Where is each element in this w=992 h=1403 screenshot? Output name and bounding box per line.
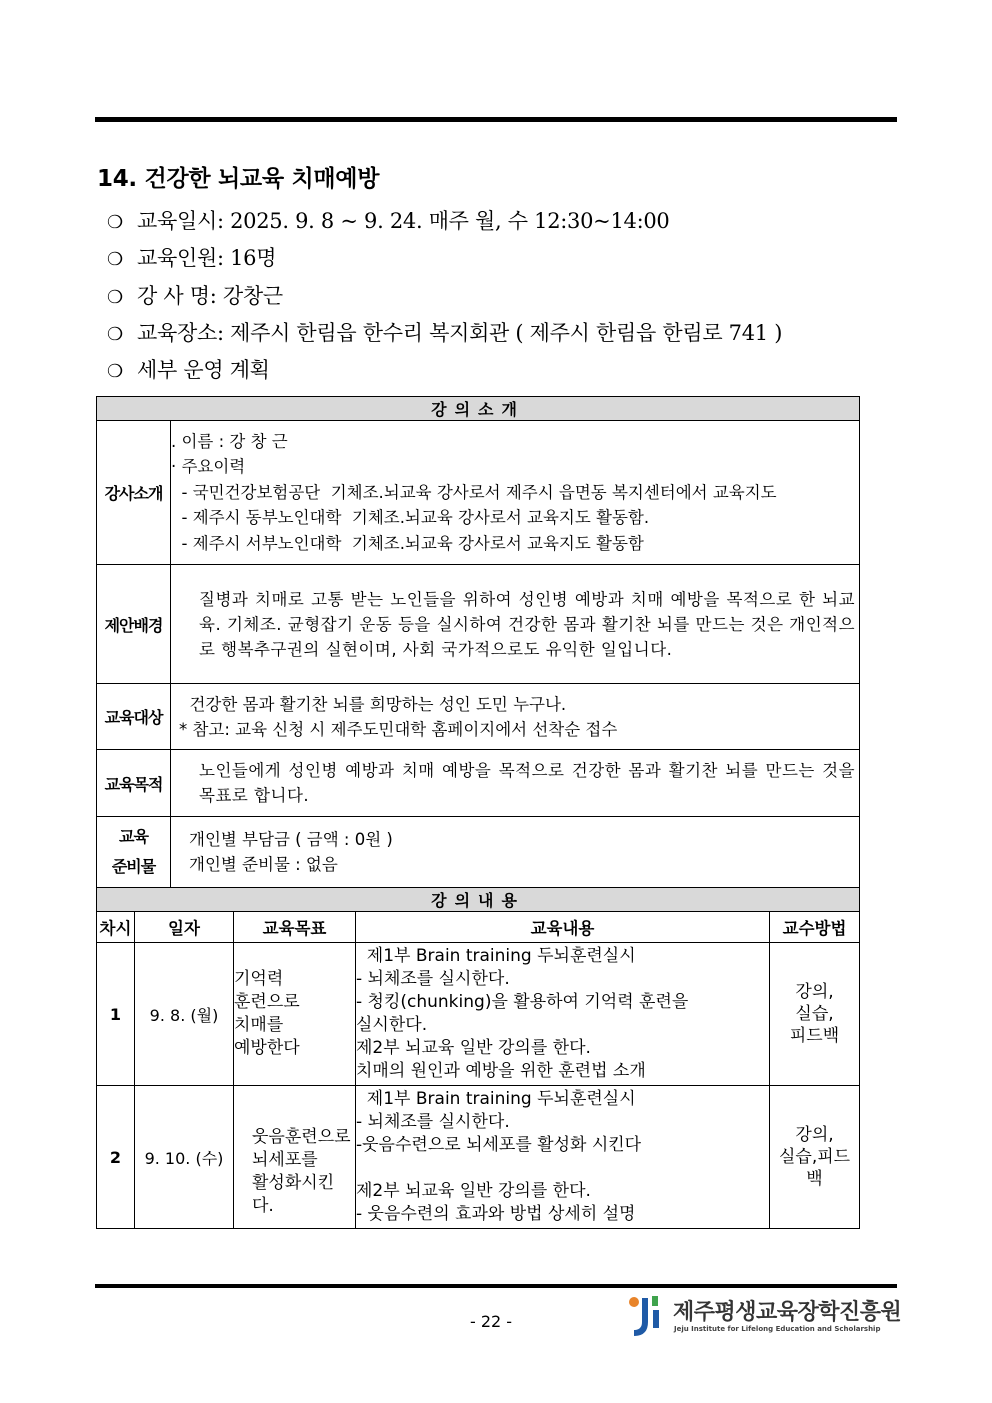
bullet-plan: ❍ 세부 운영 계획 — [107, 358, 270, 382]
session-method: 강의, 실습, 피드백 — [770, 943, 860, 1086]
content-header-row — [97, 888, 860, 912]
circle-bullet-icon: ❍ — [107, 324, 123, 345]
institute-logo-icon — [626, 1292, 676, 1342]
circle-bullet-icon: ❍ — [107, 361, 123, 382]
session-content: 제1부 Brain training 두뇌훈련실시 - 뇌체조를 실시한다. - 청킹(chunking)을 활용하여 기억력 훈련을 실시한다. 제2부 뇌교육 일반 강의를 한다. 치매의 원인과 예방을 위한 훈련법 소개 — [356, 943, 770, 1086]
target-text: 건강한 몸과 활기찬 뇌를 희망하는 성인 도민 누구나. * 참고: 교육 신청 시 제주도민대학 홈페이지에서 선착순 접수 — [171, 684, 860, 750]
intro-row-instructor — [97, 421, 860, 565]
instructor-info: . 이름 : 강 창 근 · 주요이력 - 국민건강보험공단 기체조.뇌교육 강사로서 제주시 읍면동 복지센터에서 교육지도 - 제주시 동부노인대학 기체조.뇌교육 강사로서 교육지도 활동함. - 제주시 서부노인대학 기체조.뇌교육 강사로서 교육지도 활동함 — [171, 421, 860, 565]
col-goal: 교육목표 — [234, 912, 356, 943]
institute-name-en: Jeju Institute for Lifelong Education and Scholarship — [674, 1325, 881, 1333]
col-session: 차시 — [97, 912, 135, 943]
session-goal: 기억력 훈련으로 치매를 예방한다 — [234, 943, 356, 1086]
session-method: 강의, 실습,피드 백 — [770, 1086, 860, 1229]
background-text: 질병과 치매로 고통 받는 노인들을 위하여 성인병 예방과 치매 예방을 목적으로 한 뇌교육. 기체조. 균형잡기 운동 등을 실시하여 건강한 몸과 활기찬 뇌를 만드는 것은 개인적으로 행복추구권의 실현이며, 사회 국가적으로도 유익한 일입니다. — [171, 565, 860, 684]
section-title: 14. 건강한 뇌교육 치매예방 — [97, 166, 380, 192]
session-number: 2 — [97, 1086, 135, 1229]
label-target: 교육대상 — [97, 684, 171, 750]
intro-row-purpose — [97, 750, 860, 817]
col-content: 교육내용 — [356, 912, 770, 943]
intro-row-supplies — [97, 817, 860, 888]
col-date: 일자 — [135, 912, 234, 943]
session-date: 9. 10. (수) — [135, 1086, 234, 1229]
table-row — [97, 1086, 860, 1229]
institute-name: 제주평생교육장학진흥원 — [673, 1300, 902, 1325]
circle-bullet-icon: ❍ — [107, 249, 123, 270]
session-date: 9. 8. (월) — [135, 943, 234, 1086]
intro-row-target — [97, 684, 860, 750]
circle-bullet-icon: ❍ — [107, 287, 123, 308]
bottom-rule — [95, 1284, 897, 1288]
supplies-text: 개인별 부담금 ( 금액 : 0원 ) 개인별 준비물 : 없음 — [171, 817, 860, 888]
table-row — [97, 943, 860, 1086]
top-rule — [95, 117, 897, 122]
bullet-count: ❍ 교육인원: 16명 — [107, 246, 277, 270]
intro-header-row — [97, 397, 860, 421]
session-content: 제1부 Brain training 두뇌훈련실시 - 뇌체조를 실시한다. -웃음수련으로 뇌세포를 활성화 시킨다 제2부 뇌교육 일반 강의를 한다. - 웃음수련의 효과와 방법 상세히 설명 — [356, 1086, 770, 1229]
label-purpose: 교육목적 — [97, 750, 171, 817]
intro-row-background — [97, 565, 860, 684]
content-column-headers — [97, 912, 860, 943]
label-instructor: 강사소개 — [97, 421, 171, 565]
purpose-text: 노인들에게 성인병 예방과 치매 예방을 목적으로 건강한 몸과 활기찬 뇌를 만드는 것을 목표로 합니다. — [171, 750, 860, 817]
plan-table — [96, 396, 860, 1229]
session-number: 1 — [97, 943, 135, 1086]
page-number: - 22 - — [470, 1312, 513, 1331]
bullet-location: ❍ 교육장소: 제주시 한림읍 한수리 복지회관 ( 제주시 한림읍 한림로 741 ) — [107, 321, 783, 345]
session-goal: 웃음훈련으로 뇌세포를 활성화시킨다. — [234, 1086, 356, 1229]
label-background: 제안배경 — [97, 565, 171, 684]
intro-header: 강의소개 — [97, 397, 860, 421]
label-supplies: 교육 준비물 — [97, 817, 171, 888]
bullet-instructor: ❍ 강 사 명: 강창근 — [107, 284, 283, 308]
content-header: 강의내용 — [97, 888, 860, 912]
col-method: 교수방법 — [770, 912, 860, 943]
circle-bullet-icon: ❍ — [107, 212, 123, 233]
bullet-schedule: ❍ 교육일시: 2025. 9. 8 ~ 9. 24. 매주 월, 수 12:30~14:00 — [107, 209, 670, 233]
